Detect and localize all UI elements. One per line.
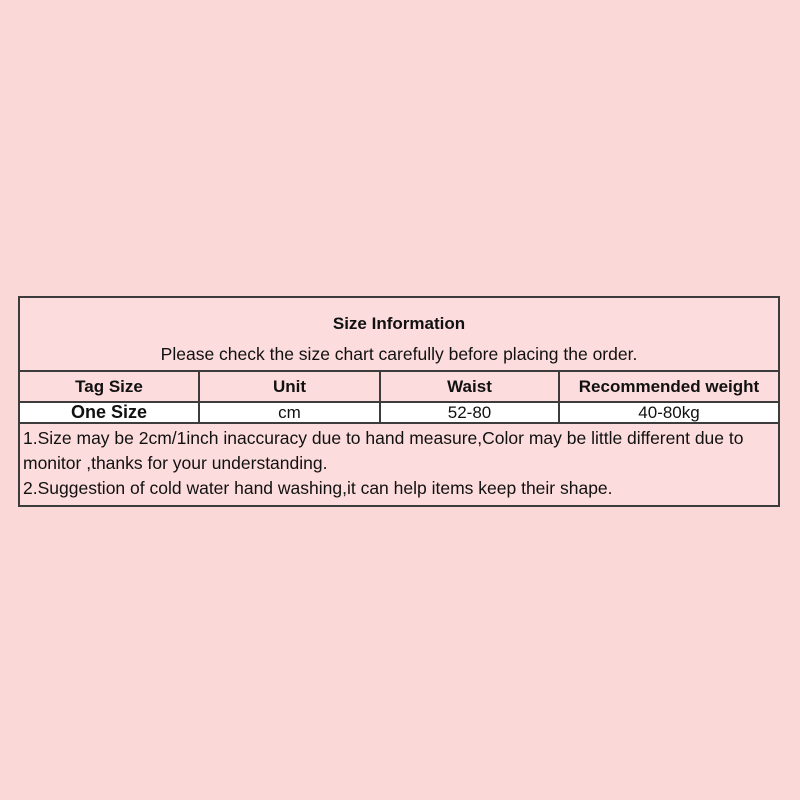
header-cell-recommended-weight: Recommended weight — [578, 377, 760, 396]
note-washing-suggestion: 2.Suggestion of cold water hand washing,it can help items keep their shape. — [23, 478, 613, 498]
table-title: Size Information — [332, 314, 466, 333]
table-subtitle: Please check the size chart carefully before placing the order. — [160, 344, 638, 364]
header-cell-tag-size: Tag Size — [20, 372, 200, 401]
header-cell-waist: Waist — [381, 372, 560, 401]
table-header-row — [20, 372, 778, 403]
cell-waist: 52-80 — [381, 403, 560, 422]
cell-recommended-weight: 40-80kg — [638, 403, 700, 422]
table-notes-block — [20, 424, 778, 505]
cell-unit: cm — [200, 403, 381, 422]
table-data-row — [20, 403, 778, 424]
table-title-block — [20, 298, 778, 372]
cell-tag-size: One Size — [20, 403, 200, 422]
header-cell-unit: Unit — [200, 372, 381, 401]
size-information-table — [18, 296, 780, 507]
note-measure-disclaimer: 1.Size may be 2cm/1inch inaccuracy due to hand measure,Color may be little different due to monitor ,thanks for your understanding. — [23, 428, 744, 473]
